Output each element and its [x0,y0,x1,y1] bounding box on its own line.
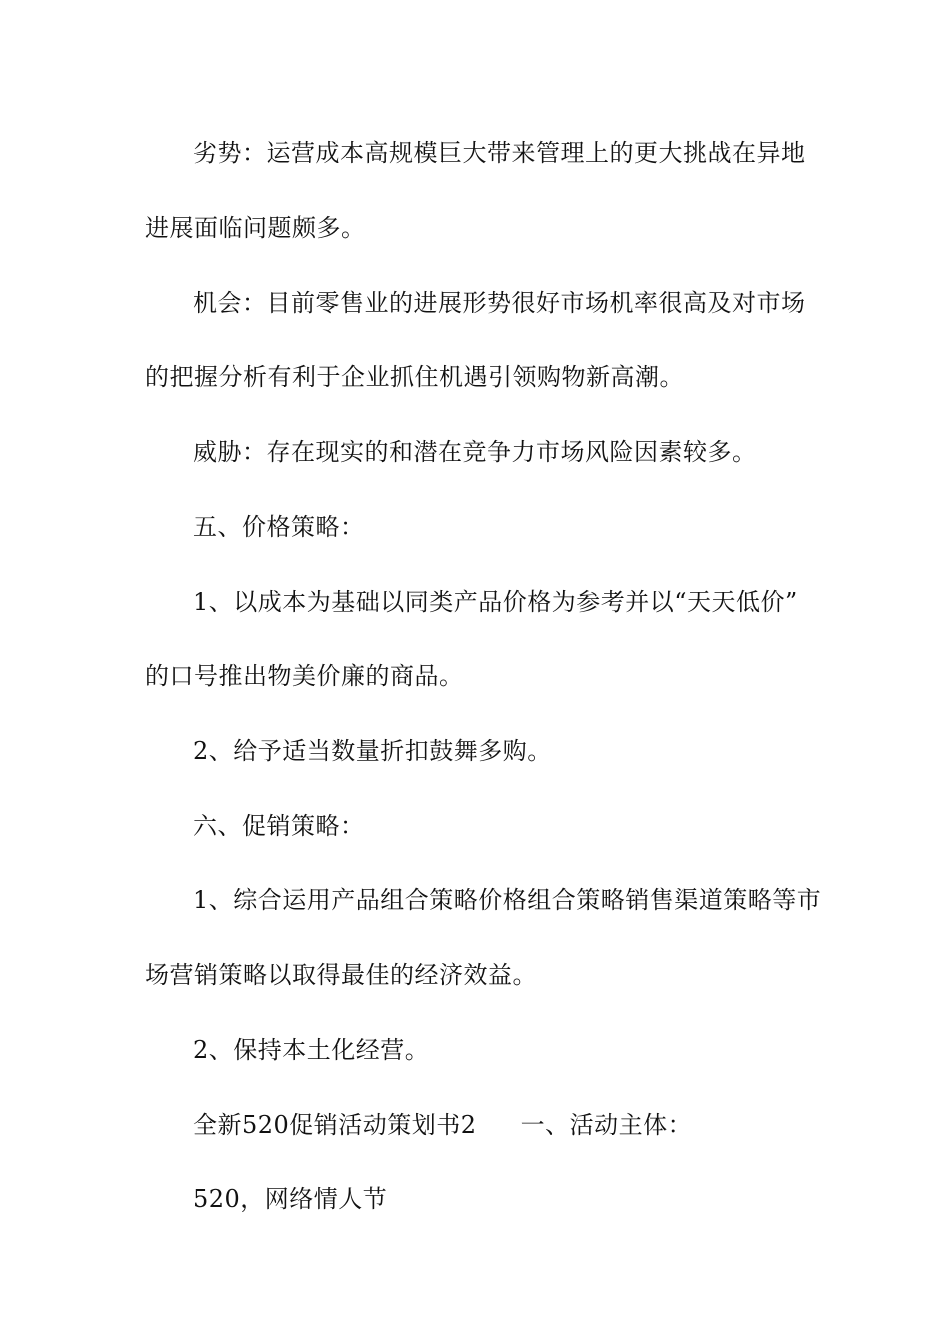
promotion-item-2: 2、保持本土化经营。 [193,1036,430,1064]
price-item-1-line-2: 的口号推出物美价廉的商品。 [145,662,464,690]
paragraph-weakness-line-1: 劣势：运营成本高规模巨大带来管理上的更大挑战在异地 [193,139,806,167]
paragraph-opportunity-line-2: 的把握分析有利于企业抓住机遇引领购物新高潮。 [145,363,684,391]
plan-title: 全新520促销活动策划书2 [193,1111,477,1139]
section-title-row [193,1109,692,1141]
promotion-item-1-line-1: 1、综合运用产品组合策略价格组合策略销售渠道策略等市 [193,886,822,914]
paragraph-threat: 威胁：存在现实的和潜在竞争力市场风险因素较多。 [193,438,757,466]
heading-activity-subject: 一、活动主体： [520,1111,693,1139]
activity-subject-value: 520，网络情人节 [193,1185,388,1213]
price-item-1-line-1: 1、以成本为基础以同类产品价格为参考并以“天天低价” [193,588,798,616]
promotion-item-1-line-2: 场营销策略以取得最佳的经济效益。 [145,961,537,989]
heading-promotion-strategy: 六、促销策略： [193,812,365,840]
heading-price-strategy: 五、价格策略： [193,513,365,541]
paragraph-weakness-line-2: 进展面临问题颇多。 [145,214,366,242]
paragraph-opportunity-line-1: 机会：目前零售业的进展形势很好市场机率很高及对市场 [193,289,806,317]
price-item-2: 2、给予适当数量折扣鼓舞多购。 [193,737,552,765]
